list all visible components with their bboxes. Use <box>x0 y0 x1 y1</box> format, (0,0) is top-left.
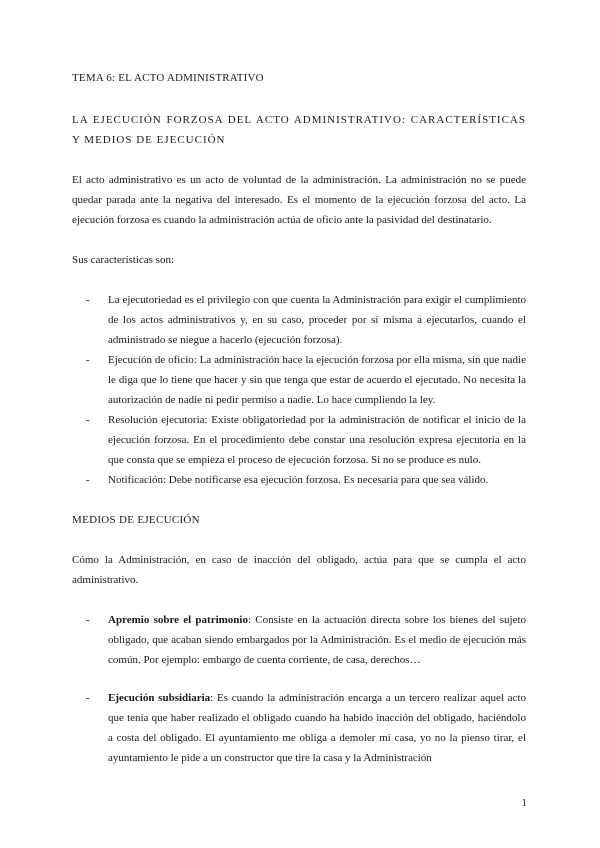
section-heading: LA EJECUCIÓN FORZOSA DEL ACTO ADMINISTRATIVO: CARACTERÍSTICAS Y MEDIOS DE EJECUCIÓN <box>72 114 526 146</box>
list-item-text: Ejecución de oficio: La administración hace la ejecución forzosa por ella misma, sin que nadie le diga que lo tiene que hacer y sin que tenga que estar de acuerdo el ejecutado. No necesita la autorización de nadie ni pedir permiso a nadie. Lo hace cumpliendo la ley. <box>108 354 526 406</box>
list-item-text: Notificación: Debe notificarse esa ejecución forzosa. Es necesaria para que sea válido. <box>108 474 489 486</box>
means-heading: MEDIOS DE EJECUCIÓN <box>72 514 200 526</box>
list-dash: - <box>86 414 90 426</box>
means-intro: Cómo la Administración, en caso de inacción del obligado, actúa para que se cumpla el acto administrativo. <box>72 554 526 586</box>
list-item-text: La ejecutoriedad es el privilegio con que cuenta la Administración para exigir el cumplimiento de los actos administrativos y, en su caso, proceder por sí misma a ejecutarlos, cuando el administrado se niegue a hacerlo (ejecución forzosa). <box>108 294 526 346</box>
list-item-text <box>108 610 526 670</box>
characteristics-intro: Sus características son: <box>72 254 175 266</box>
intro-paragraph: El acto administrativo es un acto de voluntad de la administración. La administración no se puede quedar parada ante la negativa del interesado. Es el momento de la ejecución forzosa del acto. La ejecución forzosa es cuando la administración actúa de oficio ante la pasividad del destinatario. <box>72 174 526 226</box>
document-title: TEMA 6: EL ACTO ADMINISTRATIVO <box>72 72 264 84</box>
term-description: : Es cuando la administración encarga a un tercero realizar aquel acto que tenía que haber realizado el obligado cuando ha habido inacción del obligado, haciéndolo a costa del obligado. El ayuntamiento me obliga a demoler mi casa, yo no la pienso tirar, el ayuntamiento le pide a un constructor que tire la casa y la Administración <box>108 692 526 764</box>
term-bold: Ejecución subsidiaria <box>108 692 211 704</box>
list-dash: - <box>86 692 90 704</box>
list-item-text <box>108 688 526 768</box>
list-dash: - <box>86 474 90 486</box>
list-item-text: Resolución ejecutoria: Existe obligatoriedad por la administración de notificar el inicio de la ejecución forzosa. En el procedimiento debe constar una resolución expresa ejecutoria en la que consta que se empieza el proceso de ejecución forzosa. Si no se produce es nulo. <box>108 414 526 466</box>
list-dash: - <box>86 354 90 366</box>
page-number: 1 <box>521 797 527 809</box>
term-bold: Apremio sobre el patrimonio <box>108 614 248 626</box>
list-dash: - <box>86 294 90 306</box>
term-description: : Consiste en la actuación directa sobre los bienes del sujeto obligado, que acaban siendo embargados por la Administración. Es el medio de ejecución más común. Por ejemplo: embargo de cuenta corriente, de casa, derechos… <box>108 614 527 666</box>
list-dash: - <box>86 614 90 626</box>
